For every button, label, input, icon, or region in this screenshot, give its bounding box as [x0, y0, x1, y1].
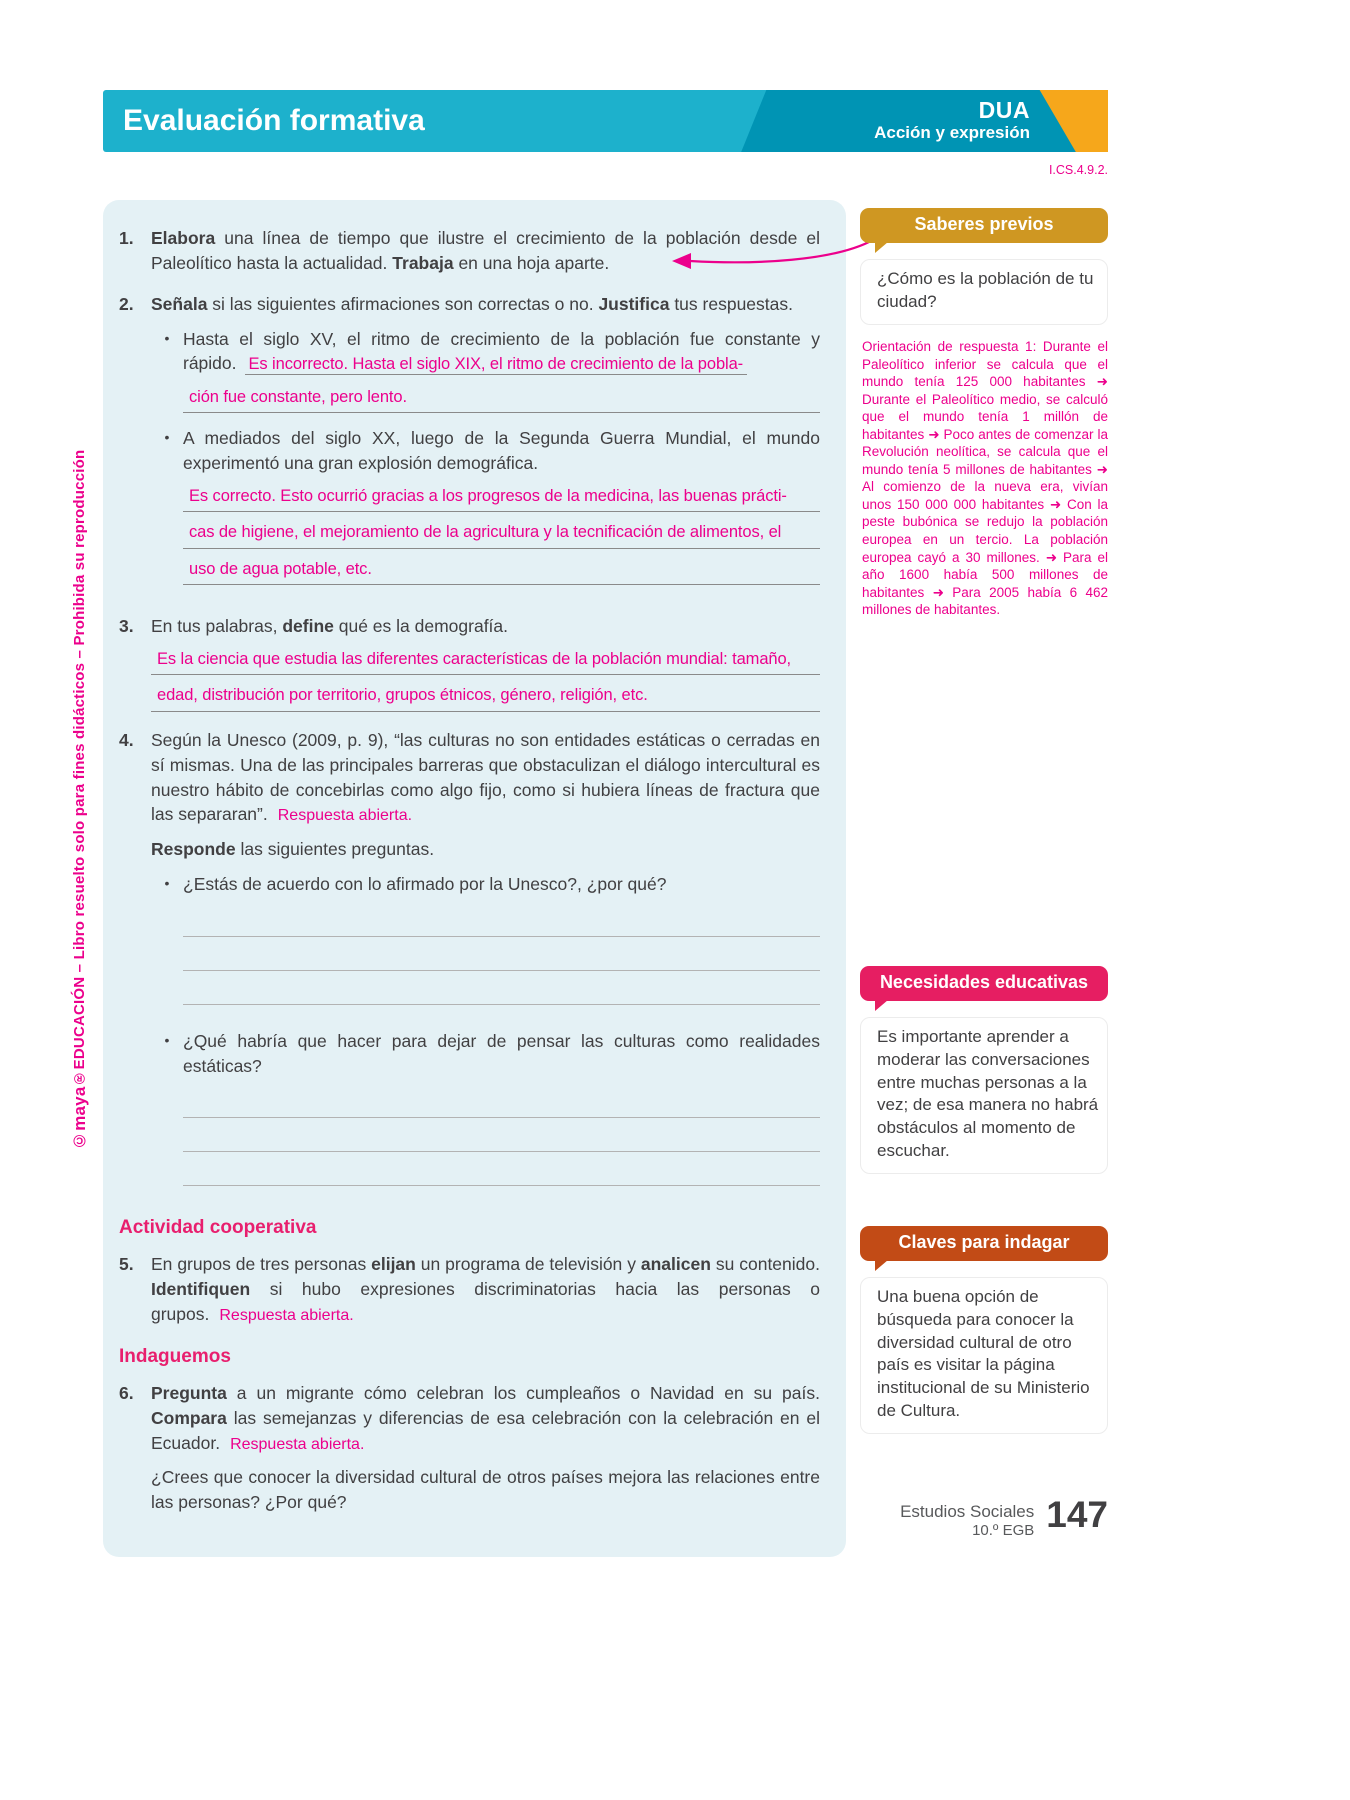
question-2-text: [151, 292, 820, 317]
question-6-final-text: ¿Crees que conocer la diversidad cultural de otros países mejora las relaciones entre las personas? ¿Por qué?: [151, 1467, 820, 1513]
statement-a: [151, 327, 820, 414]
bold-verb: Señala: [151, 293, 208, 314]
bold-verb: Responde: [151, 839, 236, 860]
bold-verb: Compara: [151, 1407, 227, 1428]
written-answer-line: Es la ciencia que estudia las diferentes características de la población mundial: tamaño,: [151, 647, 820, 675]
dua-subtitle: Acción y expresión: [874, 123, 1030, 143]
answer-pointer-arrow-icon: [664, 236, 874, 280]
text-run: tus respuestas.: [669, 293, 793, 314]
publisher-logo-text: ©maya: [70, 1086, 89, 1150]
written-answer: Es incorrecto. Hasta el siglo XIX, el ritmo de crecimiento de la pobla-: [245, 355, 748, 375]
text-run: a un migrante cómo celebran los cumpleaños o Navidad en su país.: [226, 1382, 820, 1403]
written-answer-line: Es correcto. Esto ocurrió gracias a los progresos de la medicina, las buenas prácti-: [183, 484, 820, 512]
text-run: un programa de televisión y: [415, 1254, 641, 1275]
necesidades-educativas-body: Es importante aprender a moderar las conversaciones entre muchas personas a la vez; de esa manera no habrá obstáculos al momento de escuchar.: [860, 1017, 1108, 1174]
written-answer-line: cas de higiene, el mejoramiento de la agricultura y la tecnificación de alimentos, el: [183, 520, 820, 548]
text-run: si hubo expresiones discriminatorias hacia las personas o grupos.: [151, 1279, 820, 1325]
text-run: qué es la demografía.: [333, 616, 509, 637]
open-question-2-content: [183, 1029, 820, 1187]
open-question-1-text: ¿Estás de acuerdo con lo afirmado por la Unesco?, ¿por qué?: [183, 873, 667, 894]
dua-label: DUA: [978, 97, 1030, 123]
blank-answer-line: [183, 971, 820, 1005]
bold-verb: Justifica: [598, 293, 670, 314]
written-answer-line: uso de agua potable, etc.: [183, 557, 820, 585]
page-number: 147: [1046, 1494, 1108, 1535]
question-3-number: 3.: [119, 616, 134, 637]
statement-b: [151, 426, 820, 585]
statement-b-text: A mediados del siglo XX, luego de la Segunda Guerra Mundial, el mundo experimentó una gran explosión demográfica.: [183, 428, 820, 474]
claves-para-indagar-header: Claves para indagar: [860, 1226, 1108, 1261]
blank-answer-line: [183, 937, 820, 971]
bold-verb: Pregunta: [151, 1382, 227, 1403]
question-5-text: [151, 1252, 820, 1327]
question-2-bullets: [151, 327, 820, 586]
text-run: Según la Unesco (2009, p. 9), “las culturas no son entidades estáticas o cerradas en sí mismas. Una de las principales barreras que obstaculizan el diálogo intercultural es nuestro hábito de concebirlas como algo fijo, como si hubiera líneas de fractura que las separaran”.: [151, 729, 820, 825]
blank-answer-line: [183, 1118, 820, 1152]
bullet-icon: [151, 872, 183, 1005]
open-answer-note: Respuesta abierta.: [219, 1307, 354, 1325]
question-4-number: 4.: [119, 729, 134, 750]
question-4-body: [151, 728, 820, 1200]
dua-block: [874, 97, 1030, 143]
bold-verb: Trabaja: [392, 252, 454, 273]
open-question-1-content: [183, 872, 820, 1005]
question-3-body: [151, 614, 820, 712]
section-heading-inquiry: Indaguemos: [119, 1345, 231, 1367]
question-4-text: [151, 728, 820, 828]
saberes-previos-body: ¿Cómo es la población de tu ciudad?: [860, 259, 1108, 325]
footer-grade: 10.º EGB: [972, 1522, 1035, 1540]
claves-para-indagar-box: [860, 1226, 1108, 1434]
curriculum-standard-code: I.CS.4.9.2.: [1048, 163, 1108, 177]
necesidades-educativas-header: Necesidades educativas: [860, 966, 1108, 1001]
bold-verb: Elabora: [151, 228, 216, 248]
text-run: Hasta el siglo XV, el ritmo de crecimiento de la población fue constante y rápido.: [183, 328, 820, 374]
open-question-2-text: ¿Qué habría que hacer para dejar de pensar las culturas como realidades estáticas?: [183, 1030, 820, 1076]
bold-verb: elijan: [371, 1254, 416, 1275]
bold-verb: define: [282, 616, 334, 637]
saberes-previos-box: [860, 208, 1108, 325]
footer-meta: [900, 1496, 1034, 1541]
page-footer: [900, 1496, 1108, 1541]
question-5-body: [151, 1252, 820, 1327]
question-5: [115, 1252, 820, 1327]
text-run: En grupos de tres personas: [151, 1254, 372, 1275]
open-question-1: [151, 872, 820, 1005]
footer-subject: Estudios Sociales: [900, 1502, 1035, 1521]
bullet-icon: [151, 327, 183, 414]
statement-a-content: [183, 327, 820, 414]
copyright-notice-text: ®EDUCACIÓN – Libro resuelto solo para fines didácticos – Prohibida su reproducción: [71, 449, 88, 1087]
question-3: [115, 614, 820, 712]
text-run: en una hoja aparte.: [453, 252, 610, 273]
question-2-number: 2.: [119, 293, 134, 314]
text-run: las siguientes preguntas.: [235, 839, 435, 860]
question-1-number: 1.: [119, 228, 134, 248]
text-run: su contenido.: [710, 1254, 820, 1275]
open-answer-note: Respuesta abierta.: [230, 1435, 365, 1453]
answer-orientation-note: Orientación de respuesta 1: Durante el Paleolítico inferior se calcula que el mundo tenía 125 000 habitantes ➜ Durante el Paleolítico medio, se calculó que el mundo tenía 1 millón de habitantes ➜ Poco antes de comenzar la Revolución neolítica, se calcula que el mundo tenía 5 millones de habitantes ➜ Al comienzo de la nueva era, vivían unos 150 000 000 habitantes ➜ Con la peste bubónica se redujo la población europea en un tercio. La población europea cayó a 30 millones. ➜ Para el año 1600 había 500 millones de habitantes ➜ Para 2005 había 6 462 millones de habitantes.: [862, 339, 1108, 618]
question-6: [115, 1381, 820, 1515]
statement-b-content: [183, 426, 820, 585]
question-5-number: 5.: [119, 1254, 134, 1275]
saberes-previos-header: Saberes previos: [860, 208, 1108, 243]
bold-verb: Identifiquen: [151, 1279, 251, 1300]
bold-verb: analicen: [640, 1254, 711, 1275]
question-3-text: [151, 614, 820, 639]
page-title: Evaluación formativa: [123, 104, 425, 137]
written-answer-line: ción fue constante, pero lento.: [183, 385, 820, 413]
bullet-icon: [151, 426, 183, 585]
text-run: si las siguientes afirmaciones son correctas o no.: [207, 293, 599, 314]
blank-answer-line: [183, 903, 820, 937]
blank-answer-line: [183, 1152, 820, 1186]
written-answer-line: edad, distribución por territorio, grupos étnicos, género, religión, etc.: [151, 683, 820, 711]
question-6-number: 6.: [119, 1382, 134, 1403]
page-banner: [103, 90, 1108, 152]
text-run: una línea de tiempo que ilustre el crecimiento de la población desde el Paleolítico hasta la actualidad.: [151, 228, 820, 273]
question-2-body: [151, 292, 820, 598]
text-run: En tus palabras,: [151, 616, 283, 637]
open-answer-note: Respuesta abierta.: [277, 807, 413, 825]
claves-para-indagar-body: Una buena opción de búsqueda para conocer la diversidad cultural de otro país es visitar la página institucional de su Ministerio de Cultura.: [860, 1277, 1108, 1434]
copyright-watermark: [70, 415, 90, 1150]
question-4-bullets: [151, 872, 820, 1187]
question-6-text: [151, 1381, 820, 1456]
section-heading-cooperative: Actividad cooperativa: [119, 1217, 317, 1239]
question-4-instruction: [151, 837, 820, 862]
exercise-panel: [103, 200, 846, 1557]
question-4: [115, 728, 820, 1200]
question-2: [115, 292, 820, 598]
bullet-icon: [151, 1029, 183, 1187]
blank-answer-line: [183, 1084, 820, 1118]
open-question-2: [151, 1029, 820, 1187]
question-6-body: [151, 1381, 820, 1515]
necesidades-educativas-box: [860, 966, 1108, 1174]
text-run: las semejanzas y diferencias de esa celebración con la celebración en el Ecuador.: [151, 1407, 820, 1453]
statement-a-text: [183, 327, 820, 377]
